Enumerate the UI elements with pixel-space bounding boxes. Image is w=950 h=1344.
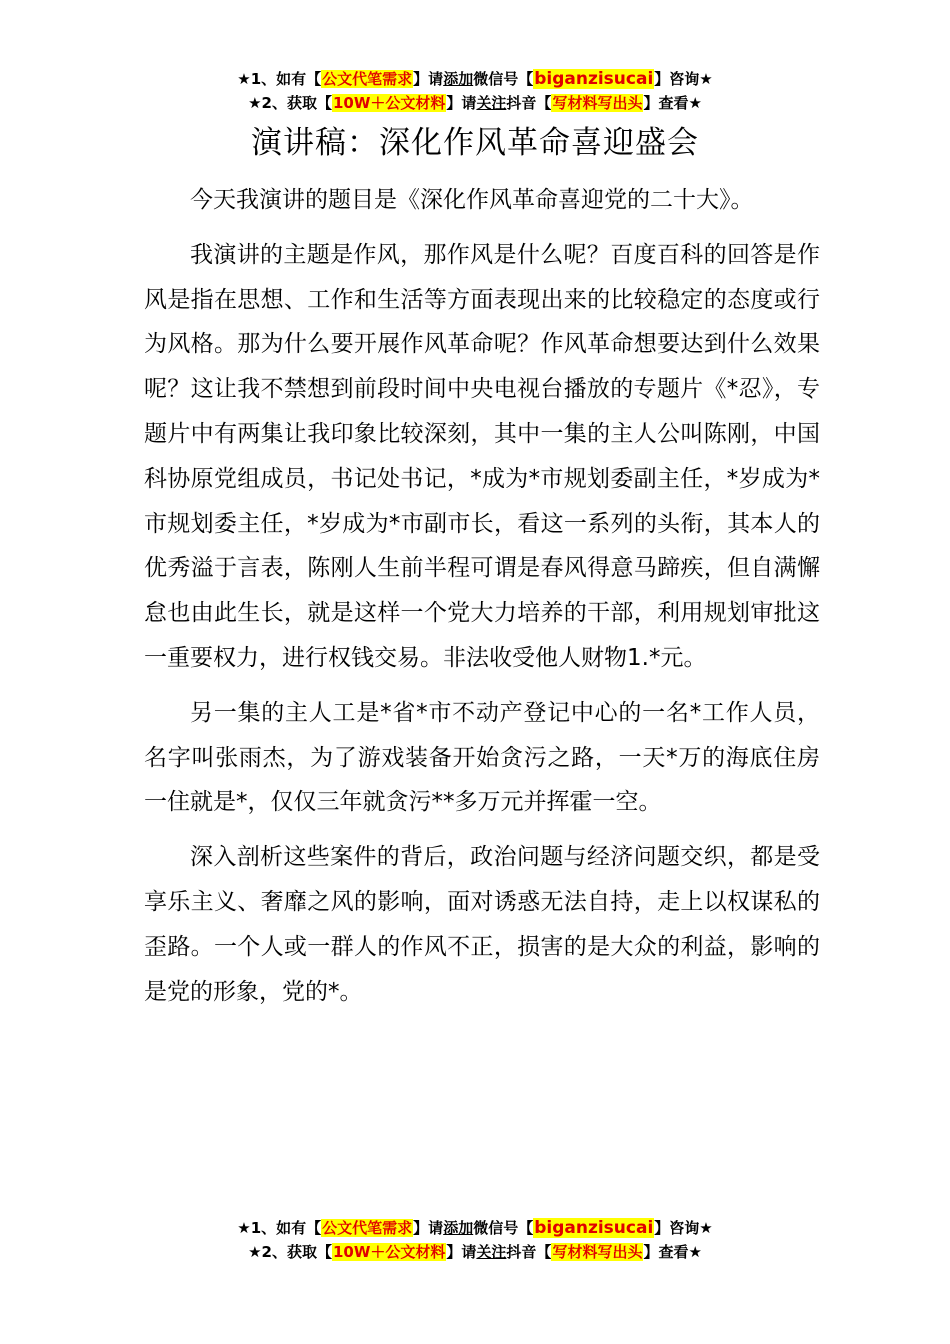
banner-text: 】咨询★ xyxy=(654,70,713,88)
banner-text: 】请 xyxy=(446,1243,477,1261)
star-icon: ★ xyxy=(237,1219,251,1237)
underlined-text: 关注 xyxy=(476,1243,507,1261)
banner-line-1 xyxy=(0,1217,950,1241)
banner-text: 】查看★ xyxy=(643,94,702,112)
highlight-wechat-id: biganzisucai xyxy=(534,1218,654,1238)
banner-text: 】咨询★ xyxy=(654,1219,713,1237)
highlight-materials: 10W＋公文材料 xyxy=(332,94,446,112)
banner-line-2 xyxy=(0,1241,950,1265)
highlight-douyin: 写材料写出头 xyxy=(552,1243,643,1261)
header-banner xyxy=(0,68,950,116)
banner-text: 2、获取【 xyxy=(261,1243,332,1261)
document-title: 演讲稿：深化作风革命喜迎盛会 xyxy=(251,125,699,161)
banner-text: 】请 xyxy=(413,1219,444,1237)
highlight-service: 公文代笔需求 xyxy=(322,1219,413,1237)
paragraph: 今天我演讲的题目是《深化作风革命喜迎党的二十大》。 xyxy=(190,187,754,213)
banner-text: 】请 xyxy=(446,94,477,112)
banner-text: 抖音【 xyxy=(506,94,552,112)
underlined-text: 添加 xyxy=(443,70,474,88)
document-body xyxy=(144,178,820,1024)
banner-text: 微信号【 xyxy=(473,1219,534,1237)
highlight-service: 公文代笔需求 xyxy=(322,70,413,88)
banner-text: 1、如有【 xyxy=(250,1219,322,1237)
banner-text: 2、获取【 xyxy=(261,94,332,112)
underlined-text: 关注 xyxy=(476,94,507,112)
star-icon: ★ xyxy=(248,94,262,112)
star-icon: ★ xyxy=(237,70,251,88)
paragraph: 我演讲的主题是作风，那作风是什么呢？百度百科的回答是作风是指在思想、工作和生活等方面表现出来的比较稳定的态度或行为风格。那为什么要开展作风革命呢？作风革命想要达到什么效果呢？这让我不禁想到前段时间中央电视台播放的专题片《*忍》，专题片中有两集让我印象比较深刻，其中一集的主人公叫陈刚，中国科协原党组成员，书记处书记，*成为*市规划委副主任，*岁成为*市规划委主任，*岁成为*市副市长，看这一系列的头衔，其本人的优秀溢于言表，陈刚人生前半程可谓是春风得意马蹄疾，但自满懈怠也由此生长，就是这样一个党大力培养的干部，利用规划审批这一重要权力，进行权钱交易。非法收受他人财物1.*元。 xyxy=(144,241,820,671)
banner-text: 抖音【 xyxy=(506,1243,552,1261)
banner-line-1 xyxy=(0,68,950,92)
paragraph: 另一集的主人工是*省*市不动产登记中心的一名*工作人员，名字叫张雨杰，为了游戏装备开始贪污之路，一天*万的海底住房一住就是*，仅仅三年就贪污**多万元并挥霍一空。 xyxy=(144,699,820,816)
banner-text: 】请 xyxy=(413,70,444,88)
footer-banner xyxy=(0,1217,950,1265)
paragraph: 深入剖析这些案件的背后，政治问题与经济问题交织，都是受享乐主义、奢靡之风的影响，面对诱惑无法自持，走上以权谋私的歪路。一个人或一群人的作风不正，损害的是大众的利益，影响的是党的形象，党的*。 xyxy=(144,844,820,1005)
star-icon: ★ xyxy=(248,1243,262,1261)
highlight-materials: 10W＋公文材料 xyxy=(332,1243,446,1261)
banner-text: 微信号【 xyxy=(473,70,534,88)
banner-text: 】查看★ xyxy=(643,1243,702,1261)
banner-line-2 xyxy=(0,92,950,116)
underlined-text: 添加 xyxy=(443,1219,474,1237)
banner-text: 1、如有【 xyxy=(250,70,322,88)
highlight-douyin: 写材料写出头 xyxy=(552,94,643,112)
highlight-wechat-id: biganzisucai xyxy=(534,69,654,89)
